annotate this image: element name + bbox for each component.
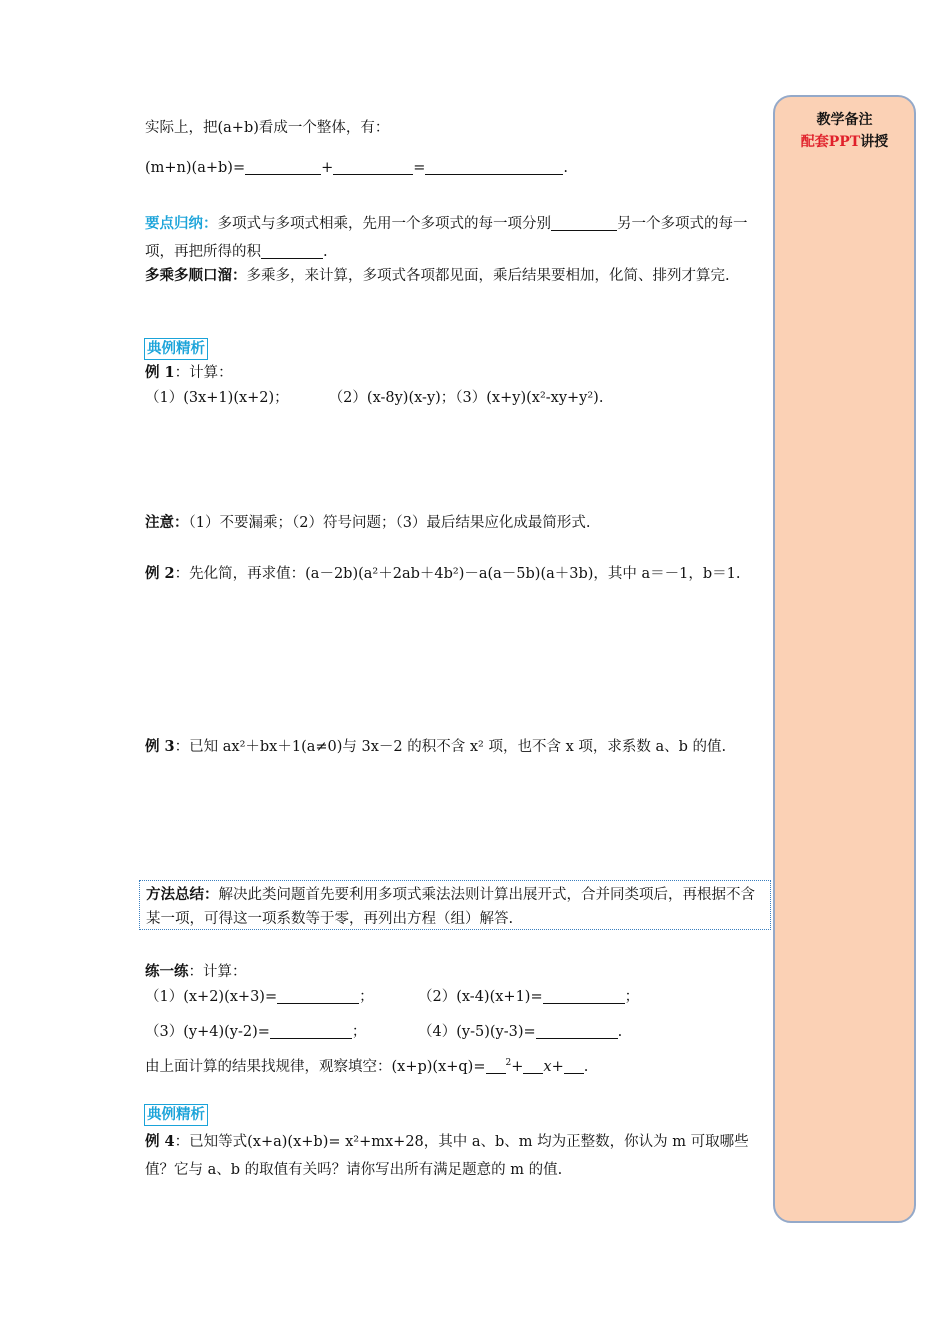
key-points-text-c: . (323, 244, 328, 260)
note (145, 513, 591, 533)
method-summary-label: 方法总结： (146, 886, 219, 903)
practice-semi: ； (351, 1024, 367, 1040)
blank[interactable] (245, 160, 321, 175)
intro-end: . (563, 160, 569, 176)
example-2-label: 例 2 (145, 565, 175, 582)
chant-text: 多乘多，来计算，多项式各项都见面，乘后结果要相加，化简、排列才算完. (246, 268, 730, 284)
practice-dot: . (617, 1024, 623, 1040)
example-1-label: 例 1 (145, 364, 175, 381)
example-1-title (145, 363, 233, 383)
intro-plus: + (321, 160, 334, 176)
chant (145, 262, 757, 290)
example-4-text: ：已知等式(x+a)(x+b)= x²+mx+28，其中 a、b、m 均为正整数，你认为 m 可取哪些值？它与 a、b 的取值有关吗？请你写出所有满足题意的 m 的值. (145, 1134, 749, 1178)
blank[interactable] (564, 1059, 584, 1074)
practice-label: 练一练 (145, 963, 189, 980)
example-1-q3: （3）(x+y)(x²-xy+y²). (455, 390, 604, 406)
example-2 (145, 560, 757, 588)
example-1-q1: （1）(3x+1)(x+2)； (145, 390, 289, 406)
note-text: （1）不要漏乘；（2）符号问题；（3）最后结果应化成最简形式. (188, 515, 591, 531)
practice-row-1 (145, 987, 374, 1007)
practice-p1: （1）(x+2)(x+3)= (145, 989, 278, 1005)
sidebar-title: 教学备注 (816, 112, 873, 128)
practice-title (145, 962, 247, 982)
practice-row-2 (145, 1022, 366, 1042)
sidebar-subtitle (775, 131, 914, 151)
example-analysis-tag: 典例精析 (144, 338, 208, 360)
blank[interactable] (543, 989, 625, 1004)
teaching-notes-sidebar (773, 95, 916, 1223)
method-summary-text: 解决此类问题首先要利用多项式乘法法则计算出展开式，合并同类项后，再根据不含某一项，可得这一项系数等于零，再列出方程（组）解答. (146, 887, 755, 927)
blank[interactable] (486, 1059, 506, 1074)
practice-pattern-text: 由上面计算的结果找规律，观察填空：(x+p)(x+q)= (145, 1059, 486, 1075)
key-points-label: 要点归纳： (145, 215, 218, 232)
intro-line: 实际上，把(a+b)看成一个整体，有： (145, 120, 390, 136)
practice-semi: ； (624, 989, 640, 1005)
sidebar-subtitle-red: 配套PPT (800, 134, 861, 150)
example-analysis-tag-2: 典例精析 (144, 1104, 208, 1126)
intro-equation (145, 158, 568, 178)
blank[interactable] (270, 1024, 352, 1039)
blank[interactable] (277, 989, 359, 1004)
key-points-text-b: 另一个多项式的每一项，再把所得的积 (145, 216, 748, 260)
method-summary-box (139, 880, 771, 930)
example-4 (145, 1128, 757, 1184)
intro-eq: = (413, 160, 426, 176)
example-1-colon: ：计算： (174, 365, 233, 381)
example-3 (145, 737, 726, 757)
intro-eq-lhs: (m+n)(a+b)= (145, 160, 246, 176)
practice-row-1b (418, 987, 639, 1007)
practice-semi: ； (359, 989, 374, 1005)
blank[interactable] (536, 1024, 618, 1039)
blank[interactable] (523, 1059, 543, 1074)
practice-p2: （2）(x-4)(x+1)= (418, 989, 543, 1005)
chant-label: 多乘多顺口溜： (145, 267, 247, 284)
example-3-text: ：已知 ax²＋bx＋1(a≠0)与 3x－2 的积不含 x² 项，也不含 x 项，求系数 a、b 的值. (174, 739, 727, 755)
practice-row-2b (418, 1022, 622, 1042)
blank[interactable] (261, 244, 323, 259)
key-points-text-a: 多项式与多项式相乘，先用一个多项式的每一项分别 (217, 216, 551, 232)
example-1-q2: （2）(x-8y)(x-y)； (328, 390, 456, 406)
blank[interactable] (551, 216, 617, 231)
key-points (145, 210, 757, 266)
example-3-label: 例 3 (145, 738, 175, 755)
sidebar-subtitle-black: 讲授 (860, 134, 889, 150)
example-2-text: ：先化简，再求值：(a－2b)(a²＋2ab＋4b²)－a(a－5b)(a＋3b)，其中 a＝－1，b＝1. (174, 566, 741, 582)
example-4-label: 例 4 (145, 1133, 175, 1150)
practice-p4: （4）(y-5)(y-3)= (418, 1024, 536, 1040)
note-label: 注意： (145, 514, 189, 531)
practice-p3: （3）(y+4)(y-2)= (145, 1024, 270, 1040)
example-1-questions (145, 388, 603, 408)
practice-colon: ：计算： (188, 964, 247, 980)
blank[interactable] (333, 160, 413, 175)
blank[interactable] (425, 160, 563, 175)
practice-pattern: 由上面计算的结果找规律，观察填空：(x+p)(x+q)= $^2$+ x+ . (145, 1058, 589, 1075)
